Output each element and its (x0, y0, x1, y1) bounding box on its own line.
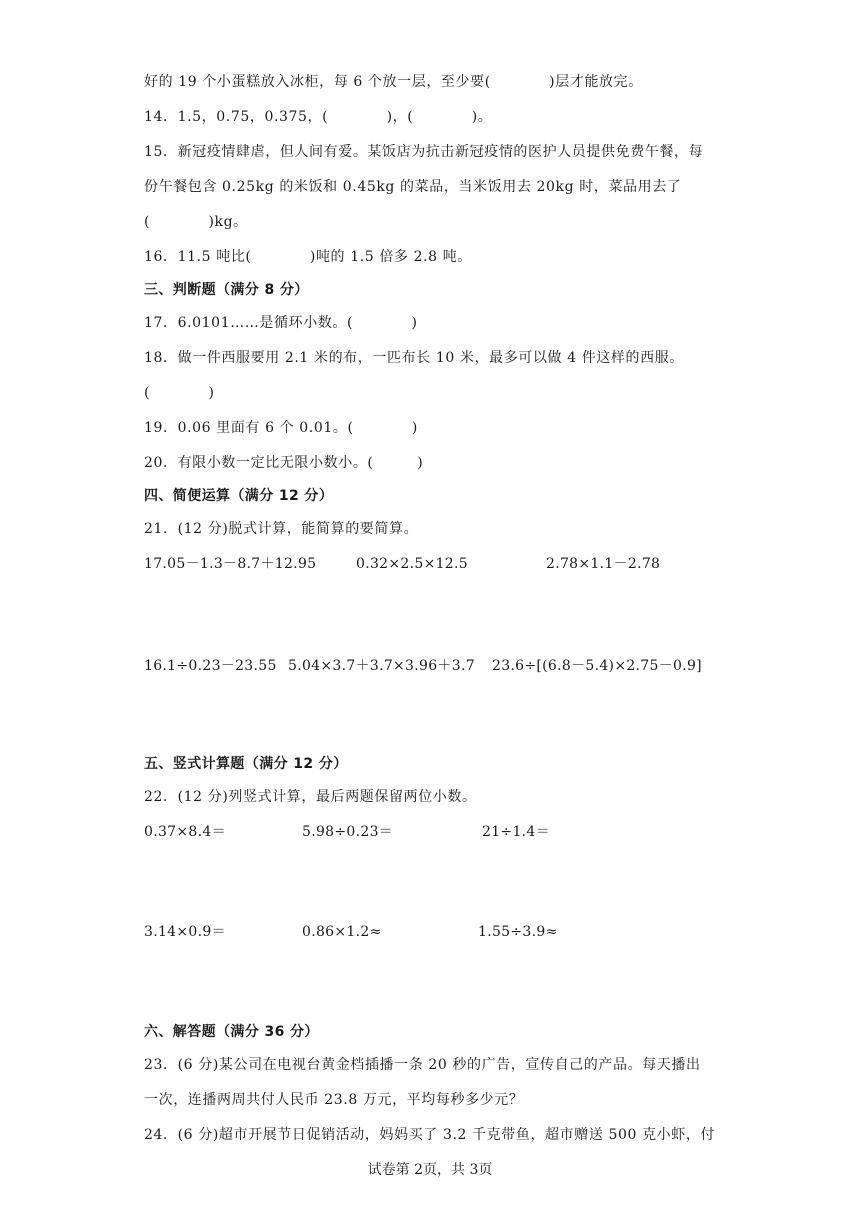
calc21-item: 5.04×3.7＋3.7×3.96＋3.7 (288, 658, 475, 674)
calc21-item: 2.78×1.1－2.78 (546, 556, 661, 572)
section-3-heading: 三、判断题（满分 8 分） (144, 282, 309, 298)
q15-line1: 15．新冠疫情肆虐，但人间有爱。某饭店为抗击新冠疫情的医护人员提供免费午餐，每 (144, 144, 704, 160)
q14: 14．1.5，0.75，0.375，( )，( )。 (144, 109, 493, 125)
q18-line1: 18．做一件西服要用 2.1 米的布，一匹布长 10 米，最多可以做 4 件这样的西服。 (144, 350, 684, 366)
calc22-item: 21÷1.4＝ (482, 824, 550, 840)
q19: 19．0.06 里面有 6 个 0.01。( ) (144, 420, 418, 436)
q22: 22．(12 分)列竖式计算，最后两题保留两位小数。 (144, 789, 477, 805)
section-6-heading: 六、解答题（满分 36 分） (144, 1024, 319, 1040)
calc22-item: 3.14×0.9＝ (144, 924, 226, 940)
calc22-item: 0.37×8.4＝ (144, 824, 226, 840)
calc21-item: 0.32×2.5×12.5 (356, 556, 468, 572)
calc21-item: 23.6÷[(6.8－5.4)×2.75－0.9] (492, 658, 702, 674)
section-5-heading: 五、竖式计算题（满分 12 分） (144, 756, 348, 772)
calc21-item: 17.05－1.3－8.7＋12.95 (144, 556, 317, 572)
q18-line2: ( ) (144, 385, 215, 401)
calc21-item: 16.1÷0.23－23.55 (144, 658, 277, 674)
q17: 17．6.0101……是循环小数。( ) (144, 315, 418, 331)
q20: 20．有限小数一定比无限小数小。( ) (144, 455, 424, 471)
section-4-heading: 四、简便运算（满分 12 分） (144, 488, 334, 504)
q13-continuation: 好的 19 个小蛋糕放入冰柜，每 6 个放一层，至少要( )层才能放完。 (144, 74, 643, 90)
q15-line2: 份午餐包含 0.25kg 的米饭和 0.45kg 的菜品，当米饭用去 20kg 时，菜品用去了 (144, 179, 682, 195)
q15-line3: ( )kg。 (144, 214, 248, 230)
q23-line2: 一次，连播两周共付人民币 23.8 万元，平均每秒多少元？ (144, 1092, 524, 1108)
q21: 21．(12 分)脱式计算，能简算的要简算。 (144, 521, 419, 537)
q24-line1: 24．(6 分)超市开展节日促销活动，妈妈买了 3.2 千克带鱼，超市赠送 500 克小虾，付 (144, 1127, 716, 1143)
q23-line1: 23．(6 分)某公司在电视台黄金档插播一条 20 秒的广告，宣传自己的产品。每天播出 (144, 1057, 701, 1073)
q16: 16．11.5 吨比( )吨的 1.5 倍多 2.8 吨。 (144, 249, 472, 265)
calc22-item: 0.86×1.2≈ (302, 924, 382, 940)
calc22-item: 1.55÷3.9≈ (478, 924, 558, 940)
page-footer: 试卷第 2页，共 3页 (367, 1162, 493, 1178)
calc22-item: 5.98÷0.23＝ (302, 824, 394, 840)
